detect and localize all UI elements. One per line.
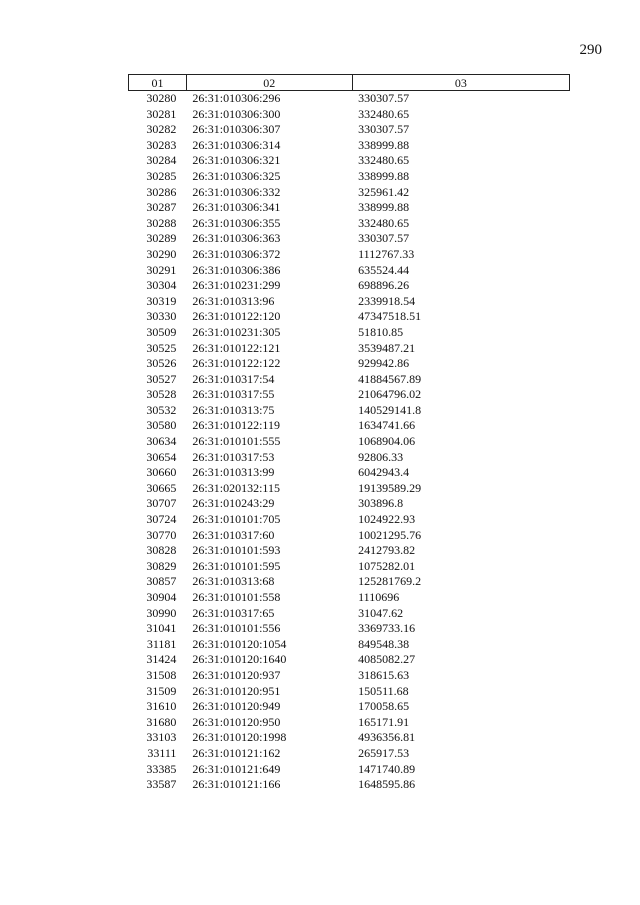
cadastral-value: 47347518.51 [358,309,422,324]
cadastral-value: 4085082.27 [358,652,416,667]
table-row [129,684,570,700]
cadastral-number: 26:31:010317:65 [192,605,275,620]
table-row [129,559,570,575]
cadastral-table [128,74,570,793]
cadastral-number: 26:31:010121:162 [192,745,281,760]
cadastral-number: 26:31:010317:60 [192,527,275,542]
cadastral-value: 41884567.89 [358,371,422,386]
row-number: 30525 [146,340,177,355]
row-number: 30304 [146,278,177,293]
row-number: 30770 [146,527,177,542]
row-number: 30285 [146,168,177,183]
row-number: 31610 [146,699,177,714]
cadastral-value: 265917.53 [358,745,410,760]
row-number: 30654 [146,449,177,464]
table-row [129,465,570,481]
cadastral-number: 26:31:010313:68 [192,574,275,589]
cadastral-value: 1110696 [358,590,400,604]
row-number: 30580 [146,418,177,433]
table-row [129,185,570,201]
row-number: 30857 [146,574,177,589]
table-row [129,746,570,762]
table-row [129,621,570,637]
row-number: 31680 [146,714,177,729]
table-row [129,122,570,138]
row-number: 30289 [146,231,177,246]
row-number: 30281 [146,106,177,121]
table-row [129,450,570,466]
cadastral-value: 6042943.4 [358,465,410,480]
cadastral-number: 26:31:010121:166 [192,777,281,792]
table-row [129,294,570,310]
cadastral-number: 26:31:010306:307 [192,122,281,137]
row-number: 30286 [146,184,177,199]
table-row [129,247,570,263]
cadastral-value: 150511.68 [358,683,409,698]
table-row [129,200,570,216]
cadastral-number: 26:31:010306:332 [192,184,281,199]
table-row [129,606,570,622]
cadastral-value: 635524.44 [358,262,410,277]
table-row [129,138,570,154]
row-number: 30990 [146,605,177,620]
cadastral-value: 2412793.82 [358,543,416,558]
cadastral-number: 26:31:010101:556 [192,621,281,636]
cadastral-value: 332480.65 [358,106,410,121]
cadastral-number: 26:31:010101:593 [192,543,281,558]
row-number: 30828 [146,543,177,558]
cadastral-number: 26:31:010122:121 [192,340,281,355]
cadastral-number: 26:31:010101:705 [192,512,281,527]
column-header-01: 01 [129,75,187,91]
cadastral-value: 338999.88 [358,137,410,152]
table-row [129,356,570,372]
cadastral-number: 26:31:010122:122 [192,356,281,371]
cadastral-value: 125281769.2 [358,574,422,589]
row-number: 30660 [146,465,177,480]
cadastral-number: 26:31:010101:558 [192,590,281,604]
row-number: 30634 [146,434,177,449]
cadastral-number: 26:31:020132:115 [192,480,280,495]
cadastral-value: 929942.86 [358,356,410,371]
row-number: 30319 [146,293,177,308]
cadastral-value: 92806.33 [358,449,404,464]
row-number: 31424 [146,652,177,667]
table-row [129,387,570,403]
table-row [129,481,570,497]
table-row [129,762,570,778]
row-number: 30288 [146,215,177,230]
table-row [129,434,570,450]
table-row [129,652,570,668]
cadastral-number: 26:31:010120:951 [192,683,281,698]
table-row [129,777,570,793]
cadastral-number: 26:31:010306:341 [192,200,281,215]
cadastral-value: 51810.85 [358,324,404,339]
cadastral-number: 26:31:010122:120 [192,309,281,324]
table-row [129,418,570,434]
cadastral-number: 26:31:010317:54 [192,371,275,386]
table-row [129,153,570,169]
cadastral-number: 26:31:010306:296 [192,91,281,105]
table-row [129,668,570,684]
row-number: 30527 [146,371,177,386]
table-header [129,75,570,91]
cadastral-value: 3369733.16 [358,621,416,636]
cadastral-value: 1112767.33 [358,246,415,261]
cadastral-number: 26:31:010122:119 [192,418,280,433]
cadastral-number: 26:31:010120:1998 [192,730,287,745]
page-number: 290 [579,42,602,58]
cadastral-value: 1648595.86 [358,777,416,792]
table-row [129,107,570,123]
cadastral-number: 26:31:010101:595 [192,558,281,573]
cadastral-value: 2339918.54 [358,293,416,308]
cadastral-number: 26:31:010306:372 [192,246,281,261]
cadastral-value: 330307.57 [358,91,410,105]
table-row [129,637,570,653]
cadastral-number: 26:31:010306:300 [192,106,281,121]
table-row [129,512,570,528]
row-number: 30282 [146,122,177,137]
table-row [129,574,570,590]
cadastral-value: 140529141.8 [358,402,422,417]
cadastral-value: 332480.65 [358,215,410,230]
row-number: 30665 [146,480,177,495]
cadastral-value: 849548.38 [358,636,410,651]
cadastral-value: 325961.42 [358,184,410,199]
table-row [129,730,570,746]
column-header-03: 03 [352,75,569,91]
cadastral-value: 21064796.02 [358,387,422,402]
cadastral-value: 1634741.66 [358,418,416,433]
cadastral-value: 10021295.76 [358,527,422,542]
row-number: 30509 [146,324,177,339]
row-number: 30724 [146,512,177,527]
cadastral-number: 26:31:010313:99 [192,465,275,480]
table-row [129,91,570,107]
cadastral-value: 1471740.89 [358,761,416,776]
row-number: 31181 [146,636,177,651]
table-row [129,528,570,544]
cadastral-number: 26:31:010306:314 [192,137,281,152]
row-number: 31041 [146,621,177,636]
cadastral-number: 26:31:010120:937 [192,667,281,682]
cadastral-number: 26:31:010121:649 [192,761,281,776]
cadastral-number: 26:31:010306:355 [192,215,281,230]
cadastral-value: 303896.8 [358,496,404,511]
row-number: 33111 [147,745,177,760]
cadastral-number: 26:31:010120:1640 [192,652,287,667]
row-number: 30284 [146,153,177,168]
row-number: 30829 [146,558,177,573]
row-number: 30330 [146,309,177,324]
table-row [129,543,570,559]
row-number: 30283 [146,137,177,152]
row-number: 30707 [146,496,177,511]
table-row [129,715,570,731]
cadastral-value: 19139589.29 [358,480,422,495]
row-number: 30291 [146,262,177,277]
table-row [129,216,570,232]
table-row [129,403,570,419]
cadastral-value: 170058.65 [358,699,410,714]
row-number: 30287 [146,200,177,215]
table-row [129,325,570,341]
row-number: 33103 [146,730,177,745]
row-number: 30280 [146,91,177,105]
cadastral-value: 31047.62 [358,605,404,620]
cadastral-value: 330307.57 [358,122,410,137]
row-number: 33587 [146,777,177,792]
cadastral-number: 26:31:010306:325 [192,168,281,183]
table-row [129,169,570,185]
row-number: 33385 [146,761,177,776]
cadastral-number: 26:31:010231:299 [192,278,281,293]
row-number: 31508 [146,667,177,682]
table-row [129,231,570,247]
cadastral-number: 26:31:010101:555 [192,434,281,449]
cadastral-value: 318615.63 [358,667,410,682]
cadastral-number: 26:31:010306:386 [192,262,281,277]
row-number: 30290 [146,246,177,261]
cadastral-value: 1075282.01 [358,558,416,573]
cadastral-value: 698896.26 [358,278,410,293]
cadastral-number: 26:31:010120:950 [192,714,281,729]
cadastral-number: 26:31:010313:96 [192,293,275,308]
cadastral-value: 330307.57 [358,231,410,246]
column-header-02: 02 [186,75,352,91]
table-row [129,590,570,606]
table-row [129,341,570,357]
cadastral-number: 26:31:010317:53 [192,449,275,464]
cadastral-value: 4936356.81 [358,730,416,745]
row-number: 30526 [146,356,177,371]
table-row [129,309,570,325]
cadastral-number: 26:31:010313:75 [192,402,275,417]
cadastral-value: 3539487.21 [358,340,416,355]
table-row [129,496,570,512]
cadastral-value: 1024922.93 [358,512,416,527]
row-number: 31509 [146,683,177,698]
row-number: 30904 [146,590,177,604]
cadastral-number: 26:31:010317:55 [192,387,275,402]
cadastral-number: 26:31:010120:949 [192,699,281,714]
table-body [129,91,570,793]
cadastral-number: 26:31:010306:321 [192,153,281,168]
row-number: 30528 [146,387,177,402]
cadastral-number: 26:31:010120:1054 [192,636,287,651]
cadastral-number: 26:31:010231:305 [192,324,281,339]
table-row [129,263,570,279]
table-row [129,699,570,715]
cadastral-value: 338999.88 [358,200,410,215]
cadastral-value: 332480.65 [358,153,410,168]
table-row [129,278,570,294]
table-row [129,372,570,388]
cadastral-value: 338999.88 [358,168,410,183]
cadastral-number: 26:31:010243:29 [192,496,275,511]
cadastral-number: 26:31:010306:363 [192,231,281,246]
cadastral-value: 1068904.06 [358,434,416,449]
row-number: 30532 [146,402,177,417]
cadastral-value: 165171.91 [358,714,410,729]
